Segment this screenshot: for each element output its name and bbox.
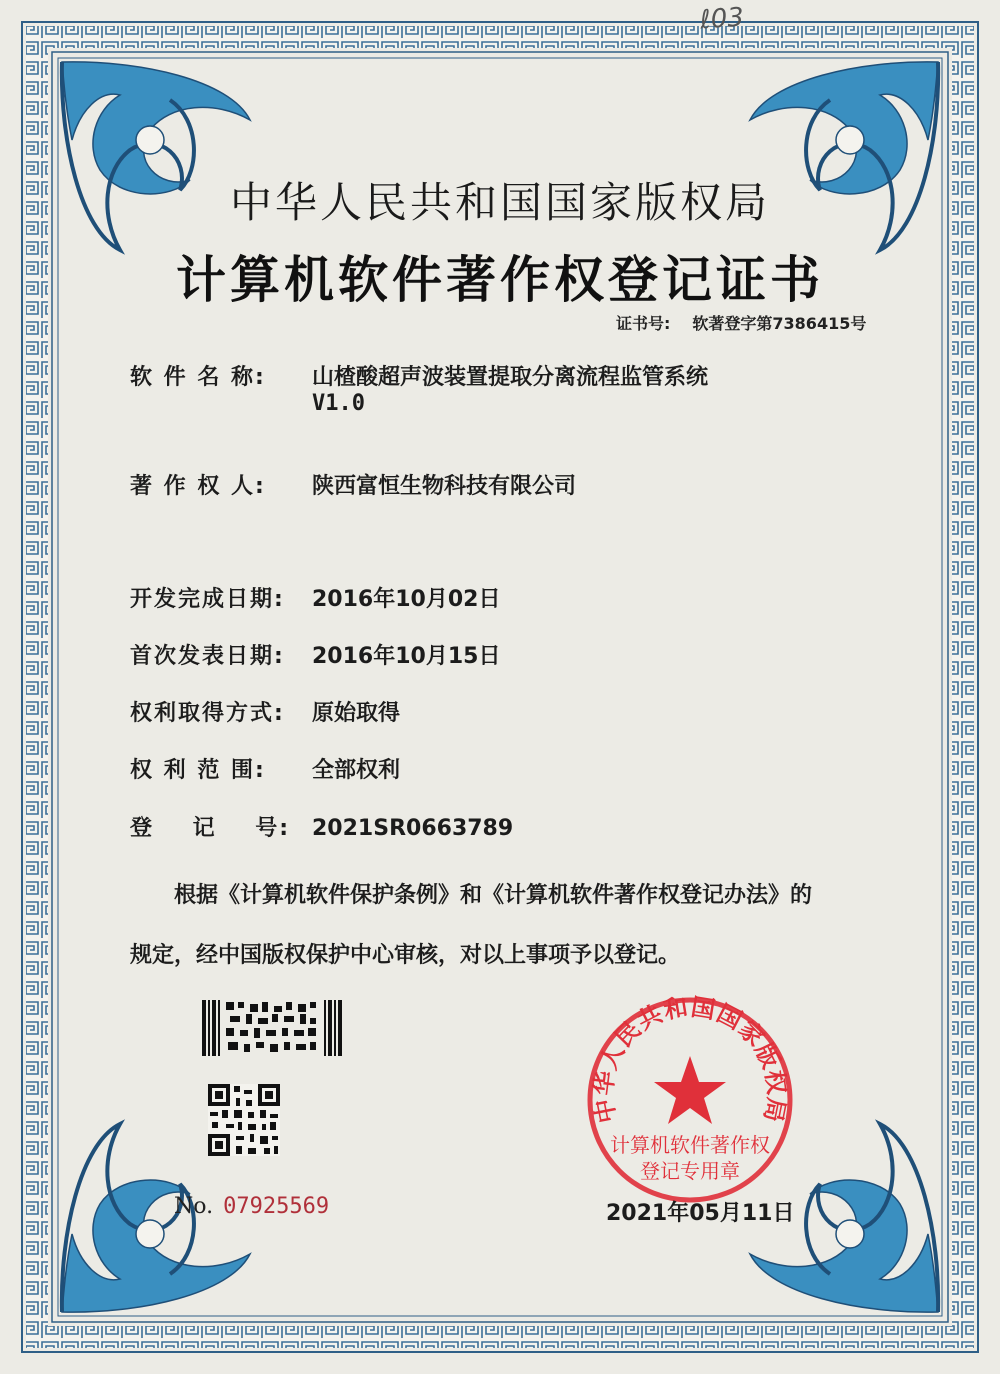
seal-center-line-1: 计算机软件著作权 xyxy=(610,1133,770,1157)
field-copyright-owner xyxy=(130,469,576,500)
field-publish-date xyxy=(130,639,500,670)
field-value: 全部权利 xyxy=(312,758,401,783)
seal-center-line-2: 登记专用章 xyxy=(640,1159,740,1183)
field-label: 著 作 权 人: xyxy=(130,474,266,499)
field-label: 首次发表日期: xyxy=(130,644,285,669)
field-label: 软 件 名 称: xyxy=(130,365,266,390)
certificate-number xyxy=(616,311,866,334)
field-development-date xyxy=(130,582,500,613)
field-software-version: V1.0 xyxy=(312,391,365,416)
field-value: 原始取得 xyxy=(312,701,401,726)
certificate-title: 计算机软件著作权登记证书 xyxy=(176,251,824,309)
barcode-image xyxy=(202,1000,344,1056)
field-label: 登 记 号: xyxy=(130,816,291,841)
serial-number xyxy=(174,1194,329,1219)
handwritten-note: ℓ03 xyxy=(699,2,745,36)
field-value: 山楂酸超声波装置提取分离流程监管系统 xyxy=(312,365,709,390)
field-label: 开发完成日期: xyxy=(130,587,285,612)
field-value: 陕西富恒生物科技有限公司 xyxy=(312,474,577,499)
field-label: 权利取得方式: xyxy=(130,701,285,726)
field-value: 2021SR0663789 xyxy=(312,816,514,841)
statement-line-2: 规定，经中国版权保护中心审核，对以上事项予以登记。 xyxy=(130,943,681,968)
field-software-name xyxy=(130,360,708,391)
issue-date: 2021年05月11日 xyxy=(606,1201,795,1226)
seal-ring-text: 中华人民共和国国家版权局 xyxy=(589,992,791,1126)
field-acquisition-method xyxy=(130,696,400,727)
certificate-number-label: 证书号: xyxy=(616,314,671,333)
field-registration-number xyxy=(130,811,513,842)
statement-line-1: 根据《计算机软件保护条例》和《计算机软件著作权登记办法》的 xyxy=(174,883,813,908)
field-label: 权 利 范 围: xyxy=(130,758,266,783)
serial-value: 07925569 xyxy=(223,1194,330,1219)
issuer-title: 中华人民共和国国家版权局 xyxy=(229,178,770,227)
qr-code-image xyxy=(208,1084,280,1156)
field-value: 2016年10月02日 xyxy=(312,587,501,612)
serial-prefix: No. xyxy=(174,1194,214,1219)
field-value: 2016年10月15日 xyxy=(312,644,501,669)
official-seal xyxy=(580,990,800,1210)
star-icon xyxy=(654,1056,726,1124)
certificate-number-value: 软著登字第7386415号 xyxy=(692,314,867,333)
field-rights-scope xyxy=(130,753,400,784)
